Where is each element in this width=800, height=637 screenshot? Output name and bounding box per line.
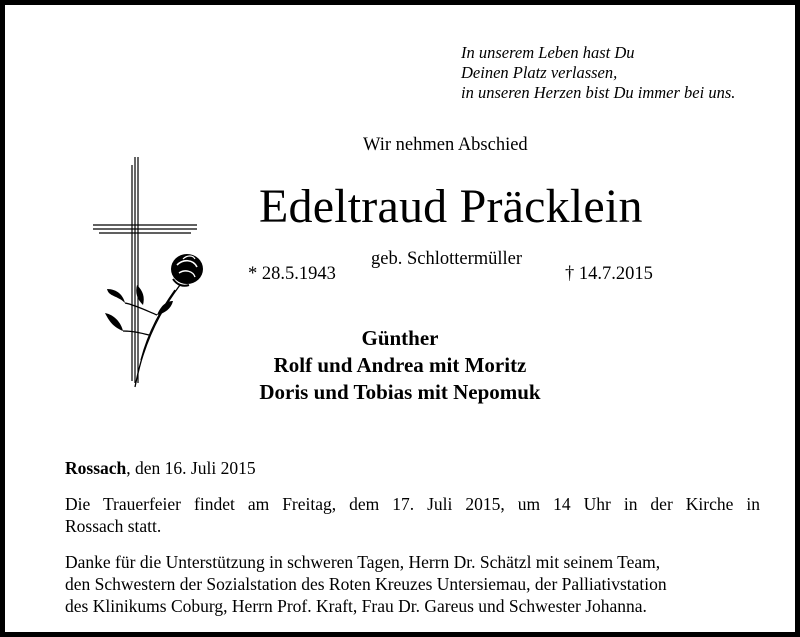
birth-name: geb. Schlottermüller xyxy=(371,249,523,269)
service-line-1: Die Trauerfeier findet am Freitag, dem 17. Juli 2015, um 14 Uhr in der Kirche in xyxy=(65,494,760,514)
place-name: Rossach xyxy=(65,458,127,478)
intro-text: Wir nehmen Abschied xyxy=(363,135,528,155)
family-line-3: Doris und Tobias mit Nepomuk xyxy=(259,380,541,404)
family-members xyxy=(5,325,795,406)
date-text: , den 16. Juli 2015 xyxy=(126,458,256,478)
service-line-2: Rossach statt. xyxy=(65,516,162,536)
poem-line-3: in unseren Herzen bist Du immer bei uns. xyxy=(461,83,736,102)
thanks-line-1: Danke für die Unterstützung in schweren Tagen, Herrn Dr. Schätzl mit seinem Team, xyxy=(65,552,661,572)
memorial-poem xyxy=(461,43,735,103)
death-date: † 14.7.2015 xyxy=(565,264,653,284)
poem-line-2: Deinen Platz verlassen, xyxy=(461,63,618,82)
birth-date: * 28.5.1943 xyxy=(248,264,336,284)
deceased-name: Edeltraud Präcklein xyxy=(259,180,643,233)
poem-line-1: In unserem Leben hast Du xyxy=(461,43,635,62)
thanks-line-3: des Klinikums Coburg, Herrn Prof. Kraft, Frau Dr. Gareus und Schwester Johanna. xyxy=(65,596,647,616)
funeral-service-info xyxy=(65,493,760,537)
family-line-1: Günther xyxy=(361,326,439,350)
place-date-line xyxy=(65,457,256,479)
thanks-paragraph xyxy=(65,551,765,617)
thanks-line-2: den Schwestern der Sozialstation des Roten Kreuzes Untersiemau, der Palliativstation xyxy=(65,574,667,594)
family-line-2: Rolf und Andrea mit Moritz xyxy=(273,353,527,377)
